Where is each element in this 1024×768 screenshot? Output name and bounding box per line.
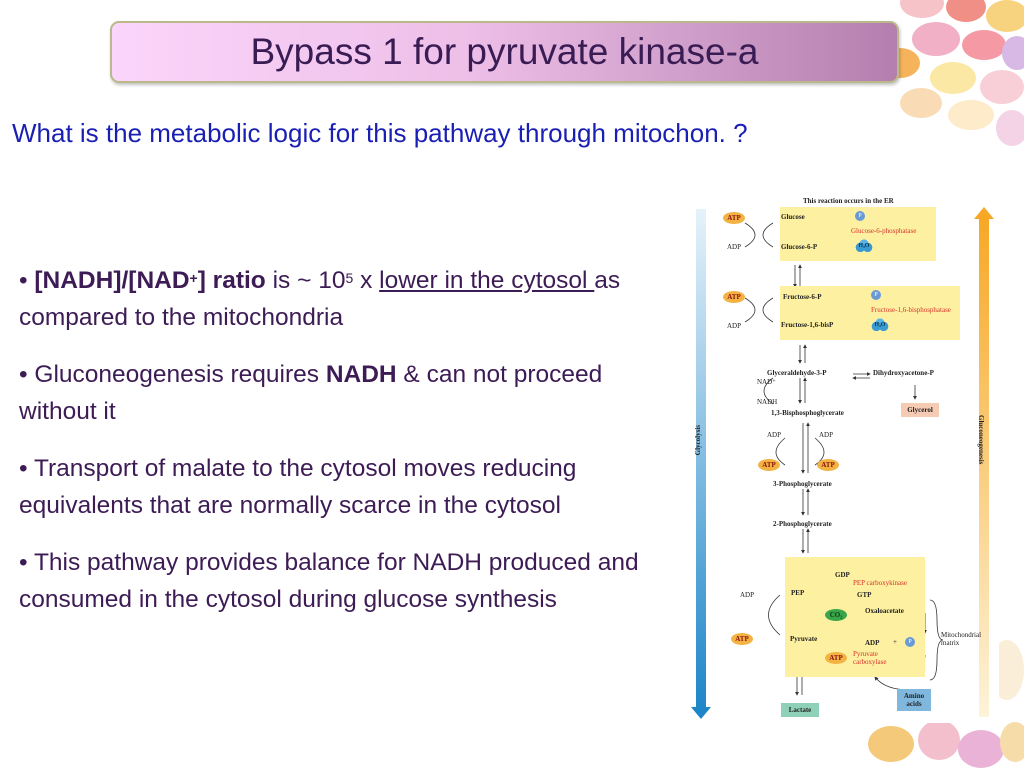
atp-oval: ATP bbox=[723, 212, 745, 224]
phosphate-icon: P bbox=[855, 211, 865, 221]
bullet-4-text: This pathway provides balance for NADH produced and consumed in the cytosol during glucose synthesis bbox=[19, 549, 639, 613]
exponent-superscript: 5 bbox=[345, 270, 354, 286]
nadh-label: NADH bbox=[757, 398, 778, 406]
atp-oval: ATP bbox=[817, 459, 839, 471]
gtp-label: GTP bbox=[857, 591, 872, 599]
bullet-1: • [NADH]/[NAD+] ratio is ~ $10^5$ x lower in the cytosol as compared to the mitochondria bbox=[19, 267, 621, 331]
glucose-6p-label: Glucose-6-P bbox=[781, 243, 818, 251]
glycolysis-arrow bbox=[696, 209, 706, 711]
phosphate-icon: P bbox=[871, 290, 881, 300]
adp-label: ADP bbox=[767, 431, 782, 439]
atp-oval: ATP bbox=[731, 633, 753, 645]
glycolysis-label: Glycolysis bbox=[694, 425, 702, 456]
oaa-label: Oxaloacetate bbox=[865, 607, 904, 615]
times-text: x bbox=[353, 267, 380, 294]
pepck-label: PEP carboxykinase bbox=[853, 579, 907, 587]
g6pase-label: Glucose-6-phosphatase bbox=[851, 227, 917, 235]
atp-oval: ATP bbox=[758, 459, 780, 471]
phosphate-icon: P bbox=[905, 637, 915, 647]
2pg-label: 2-Phosphoglycerate bbox=[773, 520, 832, 528]
lactate-box: Lactate bbox=[781, 703, 819, 717]
atp-oval: ATP bbox=[825, 652, 847, 664]
bullet-2: • Gluconeogenesis requires NADH & can not proceed without it bbox=[19, 361, 603, 425]
gap-label: Glyceraldehyde-3-P bbox=[767, 369, 827, 377]
underlined-text: lower in the cytosol bbox=[379, 267, 595, 294]
bpg-label: 1,3-Bisphosphoglycerate bbox=[771, 409, 844, 417]
er-heading: This reaction occurs in the ER bbox=[803, 197, 894, 205]
bullet-1-end: as compared to the mitochondria bbox=[19, 267, 621, 331]
slide-title: Bypass 1 for pyruvate kinase-a bbox=[250, 31, 759, 72]
ratio-term bbox=[34, 267, 265, 294]
nadh-bold: NADH bbox=[325, 361, 397, 388]
nad-label: NAD⁺ bbox=[757, 378, 776, 386]
dhap-label: Dihydroxyacetone-P bbox=[873, 369, 934, 377]
adp-label: ADP bbox=[727, 243, 742, 251]
ratio-text-b: ] ratio bbox=[197, 267, 266, 294]
plus-superscript: + bbox=[189, 270, 198, 286]
question-text: What is the metabolic logic for this pathway through mitochon. ? bbox=[12, 118, 748, 148]
gluconeogenesis-label: Gluconeogenesis bbox=[977, 415, 985, 465]
adp-label: ADP bbox=[865, 639, 880, 647]
bullet-4: • This pathway provides balance for NADH produced and consumed in the cytosol during glucose synthesis bbox=[19, 549, 639, 613]
water-icon: H₂O bbox=[855, 239, 873, 253]
atp-oval: ATP bbox=[723, 291, 745, 303]
co2-icon: CO₂ bbox=[825, 609, 847, 621]
glycerol-box: Glycerol bbox=[901, 403, 939, 417]
bullet-3: • Transport of malate to the cytosol moves reducing equivalents that are normally scarce in the cytosol bbox=[19, 455, 577, 519]
bullet-2-end: & can not proceed without it bbox=[19, 361, 603, 425]
amino-acids-box: Amino acids bbox=[897, 689, 931, 711]
plus-sign: + bbox=[893, 638, 897, 646]
ratio-text-a: [NADH]/[NAD bbox=[34, 267, 190, 294]
title-box bbox=[110, 21, 899, 83]
gluconeogenesis-arrowhead bbox=[974, 207, 994, 219]
water-icon: H₂O bbox=[871, 318, 889, 332]
gdp-label: GDP bbox=[835, 571, 850, 579]
glycolysis-arrowhead bbox=[691, 707, 711, 719]
pc-label: Pyruvate carboxylase bbox=[853, 650, 887, 666]
bullet-2-start: Gluconeogenesis requires bbox=[34, 361, 326, 388]
adp-label: ADP bbox=[740, 591, 755, 599]
fructose-16bisp-label: Fructose-1,6-bisP bbox=[781, 321, 834, 329]
pep-label: PEP bbox=[791, 589, 805, 597]
glucose-label: Glucose bbox=[781, 213, 805, 221]
adp-label: ADP bbox=[727, 322, 742, 330]
adp-label: ADP bbox=[819, 431, 834, 439]
fructose-6p-label: Fructose-6-P bbox=[783, 293, 822, 301]
mito-label: Mitochondrial matrix bbox=[941, 631, 982, 647]
pathway-figure bbox=[685, 195, 999, 723]
pyruvate-label: Pyruvate bbox=[790, 635, 818, 643]
ratio-mid-text: is ~ 10 bbox=[265, 267, 346, 294]
fbpase-label: Fructose-1,6-bisphosphatase bbox=[871, 306, 951, 314]
3pg-label: 3-Phosphoglycerate bbox=[773, 480, 832, 488]
bullet-3-text: Transport of malate to the cytosol moves reducing equivalents that are normally scarce in the cytosol bbox=[19, 455, 577, 519]
bullet-list bbox=[19, 262, 659, 638]
